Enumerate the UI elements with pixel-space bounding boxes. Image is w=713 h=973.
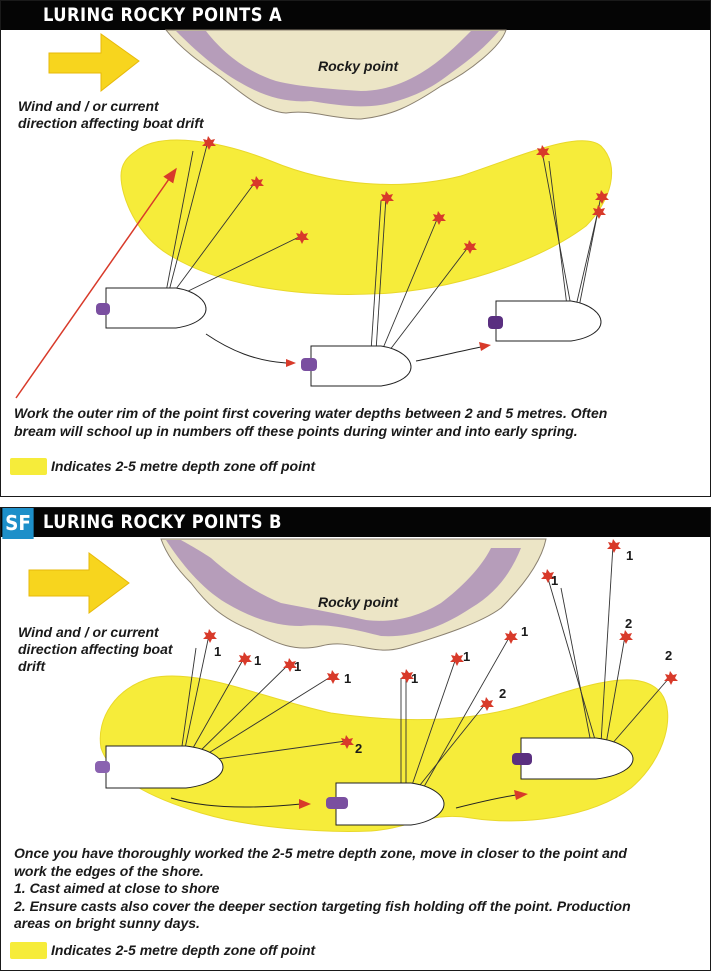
lure-icon: [480, 697, 494, 711]
cast-number: 2: [625, 616, 633, 631]
body-text-a-line1: Work the outer rim of the point first covering water depths between 2 and 5 metres. Often: [14, 405, 608, 421]
cast-number: 2: [355, 741, 363, 756]
cast-number: 1: [214, 644, 222, 659]
boat-icon: [95, 746, 223, 788]
cast-number: 2: [665, 648, 673, 663]
panel-b-title: LURING ROCKY POINTS B: [43, 511, 282, 533]
body-text-b-line3: 1. Cast aimed at close to shore: [14, 880, 220, 896]
lure-icon: [619, 630, 633, 644]
cast-number: 1: [626, 548, 634, 563]
body-text-b: [14, 845, 694, 933]
legend-text-a: Indicates 2-5 metre depth zone off point: [51, 458, 316, 474]
boat-icon: [326, 783, 444, 825]
panel-b: [0, 507, 711, 971]
arrowhead-icon: [479, 342, 491, 351]
rocky-point-label-a: Rocky point: [318, 58, 399, 74]
cast-number: 1: [254, 653, 262, 668]
lure-icon: [664, 671, 678, 685]
cast-number: 1: [294, 659, 302, 674]
panel-a-title: LURING ROCKY POINTS A: [43, 4, 283, 26]
wind-label-a-line1: Wind and / or current: [18, 98, 159, 114]
boat-icon: [512, 738, 633, 779]
body-text-b-line2: work the edges of the shore.: [14, 862, 204, 879]
body-text-a-line2: bream will school up in numbers off these points during winter and into early spring.: [14, 422, 578, 439]
wind-label-a-line2: direction affecting boat drift: [18, 115, 204, 131]
cast-number: 2: [499, 686, 507, 701]
wind-label-b-line2: direction affecting boat: [18, 641, 173, 657]
rocky-point-label-b: Rocky point: [318, 594, 399, 610]
legend-swatch-b: [10, 942, 47, 959]
sf-badge-logo: SF: [2, 508, 33, 539]
body-text-b-line4: 2. Ensure casts also cover the deeper section targeting fish holding off the point. Production: [14, 897, 631, 914]
boat-icon: [488, 301, 601, 341]
lure-icon: [450, 652, 464, 666]
depth-zone-a: [121, 140, 612, 294]
lure-icon: [326, 670, 340, 684]
lure-icon: [203, 629, 217, 643]
cast-number: 1: [551, 573, 559, 588]
drift-path-2-a: [416, 347, 481, 361]
drift-path-1-a: [206, 334, 286, 363]
legend-text-b: Indicates 2-5 metre depth zone off point: [51, 942, 316, 958]
drift-arrow-a: [16, 169, 176, 398]
boat-icon: [96, 288, 206, 328]
lure-icon: [238, 652, 252, 666]
body-text-b-line5: areas on bright sunny days.: [14, 915, 200, 931]
wind-label-b-line1: Wind and / or current: [18, 624, 159, 640]
lure-icon: [504, 630, 518, 644]
wind-arrow-icon-a: [49, 34, 139, 91]
cast-number: 1: [521, 624, 529, 639]
wind-arrow-icon-b: [29, 553, 129, 613]
cast-number: 1: [411, 671, 419, 686]
boat-icon: [301, 346, 411, 386]
cast-number: 1: [463, 649, 471, 664]
cast-number: 1: [344, 671, 352, 686]
legend-swatch-a: [10, 458, 47, 475]
body-text-b-line1: Once you have thoroughly worked the 2-5 metre depth zone, move in closer to the point and: [14, 845, 627, 861]
wind-label-b-line3: drift: [18, 658, 46, 674]
arrowhead-icon: [286, 359, 296, 367]
body-text-a: [14, 405, 694, 440]
lure-icon: [607, 539, 621, 553]
